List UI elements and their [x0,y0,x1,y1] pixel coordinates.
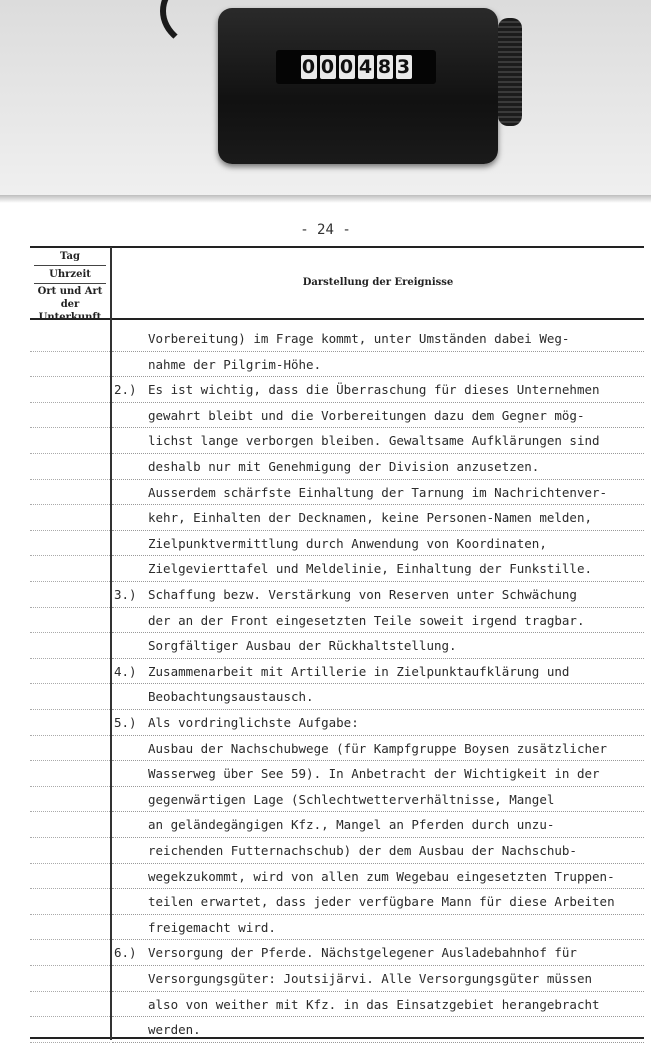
line-text: Zielgevierttafel und Meldelinie, Einhaltung der Funkstille. [148,561,593,577]
left-cell [30,1017,110,1043]
text-line [112,608,644,634]
header-bottom-rule [30,318,644,320]
line-text: Zielpunktvermittlung durch Anwendung von Koordinaten, [148,535,547,551]
text-line [112,787,644,813]
left-cell [30,940,110,966]
left-cell [30,633,110,659]
line-text: Sorgfältiger Ausbau der Rückhaltstellung. [148,638,457,654]
text-line [112,377,644,403]
left-cell [30,966,110,992]
text-line [112,352,644,378]
text-line [112,940,644,966]
header-separator [34,283,106,284]
line-text: lichst lange verborgen bleiben. Gewaltsame Aufklärungen sind [148,433,600,449]
left-cell [30,454,110,480]
text-line [112,505,644,531]
line-text: Als vordringlichste Aufgabe: [148,715,359,730]
text-line [112,582,644,608]
item-number: 2.) [114,382,137,398]
left-cell [30,761,110,787]
text-line [112,480,644,506]
page-number: - 24 - [300,222,351,238]
left-cell [30,352,110,378]
page-edge [0,195,651,203]
counter-knob [498,18,522,126]
left-cell [30,659,110,685]
header-title: Darstellung der Ereignisse [302,277,454,288]
text-line [112,915,644,941]
header-tag: Tag [60,251,80,262]
line-text: also von weither mit Kfz. in das Einsatzgebiet herangebracht [148,996,600,1012]
counter-digit: 0 [320,56,335,78]
line-text: Vorbereitung) im Frage kommt, unter Umständen dabei Weg- [148,331,570,346]
counter-digit: 4 [358,56,373,78]
counter-digit: 0 [339,56,354,78]
table-top-rule [30,246,644,248]
line-text: gewahrt bleibt und die Vorbereitungen dazu dem Gegner mög- [148,407,585,423]
left-cell [30,480,110,506]
text-line [112,556,644,582]
line-text: kehr, Einhalten der Decknamen, keine Personen-Namen melden, [148,510,593,526]
line-text: Schaffung bezw. Verstärkung von Reserven unter Schwächung [148,587,577,602]
text-line [112,633,644,659]
left-cell [30,812,110,838]
text-line [112,864,644,890]
line-text: Ausserdem schärfste Einhaltung der Tarnung im Nachrichtenver- [148,484,608,500]
left-cell [30,377,110,403]
left-cell [30,864,110,890]
left-cell [30,403,110,429]
line-text: Versorgungsgüter: Joutsijärvi. Alle Versorgungsgüter müssen [148,971,593,986]
line-text: nahme der Pilgrim-Höhe. [148,356,322,372]
counter-digits [301,55,412,79]
text-line [112,812,644,838]
line-text: reichenden Futternachschub) der dem Ausbau der Nachschub- [148,843,577,858]
text-line [112,889,644,915]
line-text: teilen erwartet, dass jeder verfügbare Mann für diese Arbeiten [148,894,615,910]
header-left-column [30,249,110,324]
left-cell [30,326,110,352]
line-text: wegekzukommt, wird von allen zum Wegebau eingesetzten Truppen- [148,868,615,884]
item-number: 3.) [114,587,137,602]
header-uhrzeit: Uhrzeit [49,269,91,280]
text-line [112,428,644,454]
left-cell [30,787,110,813]
line-text: der an der Front eingesetzten Teile soweit irgend tragbar. [148,612,585,628]
counter-digit: 0 [301,56,316,78]
line-text: Zusammenarbeit mit Artillerie in Zielpunktaufklärung und [148,663,570,679]
line-text: Beobachtungsaustausch. [148,689,314,705]
text-line [112,966,644,992]
text-line [112,838,644,864]
left-cell [30,684,110,710]
mechanical-counter [218,8,498,164]
line-text: Ausbau der Nachschubwege (für Kampfgruppe Boysen zusätzlicher [148,740,608,756]
counter-digit: 3 [396,56,411,78]
left-cell [30,428,110,454]
left-cell [30,505,110,531]
text-line [112,710,644,736]
left-cell [30,531,110,557]
left-cell [30,838,110,864]
left-cell [30,582,110,608]
line-text: deshalb nur mit Genehmigung der Division anzusetzen. [148,459,540,474]
header-separator [34,265,106,266]
left-cell [30,915,110,941]
left-cell [30,736,110,762]
text-line [112,326,644,352]
left-cell [30,710,110,736]
text-line [112,761,644,787]
left-cell [30,608,110,634]
text-line [112,1017,644,1043]
line-text: an geländegängigen Kfz., Mangel an Pferden durch unzu- [148,817,555,833]
line-text: werden. [148,1022,201,1038]
header-ort: Ort und Art der Unterkunft [37,286,103,323]
text-line [112,992,644,1018]
line-text: Wasserweg über See 59). In Anbetracht der Wichtigkeit in der [148,766,600,782]
line-text: Versorgung der Pferde. Nächstgelegener Ausladebahnhof für [148,945,577,961]
text-line [112,454,644,480]
text-line [112,659,644,685]
item-number: 5.) [114,715,137,730]
line-text: freigemacht wird. [148,919,276,935]
text-line [112,684,644,710]
item-number: 6.) [114,945,137,961]
line-text: gegenwärtigen Lage (Schlechtwetterverhältnisse, Mangel [148,791,555,807]
counter-window [276,50,436,84]
text-line [112,403,644,429]
left-cell [30,889,110,915]
left-cell [30,556,110,582]
counter-digit: 8 [377,56,392,78]
left-cell [30,992,110,1018]
item-number: 4.) [114,663,137,679]
text-line [112,531,644,557]
line-text: Es ist wichtig, dass die Überraschung für dieses Unternehmen [148,382,600,398]
text-line [112,736,644,762]
